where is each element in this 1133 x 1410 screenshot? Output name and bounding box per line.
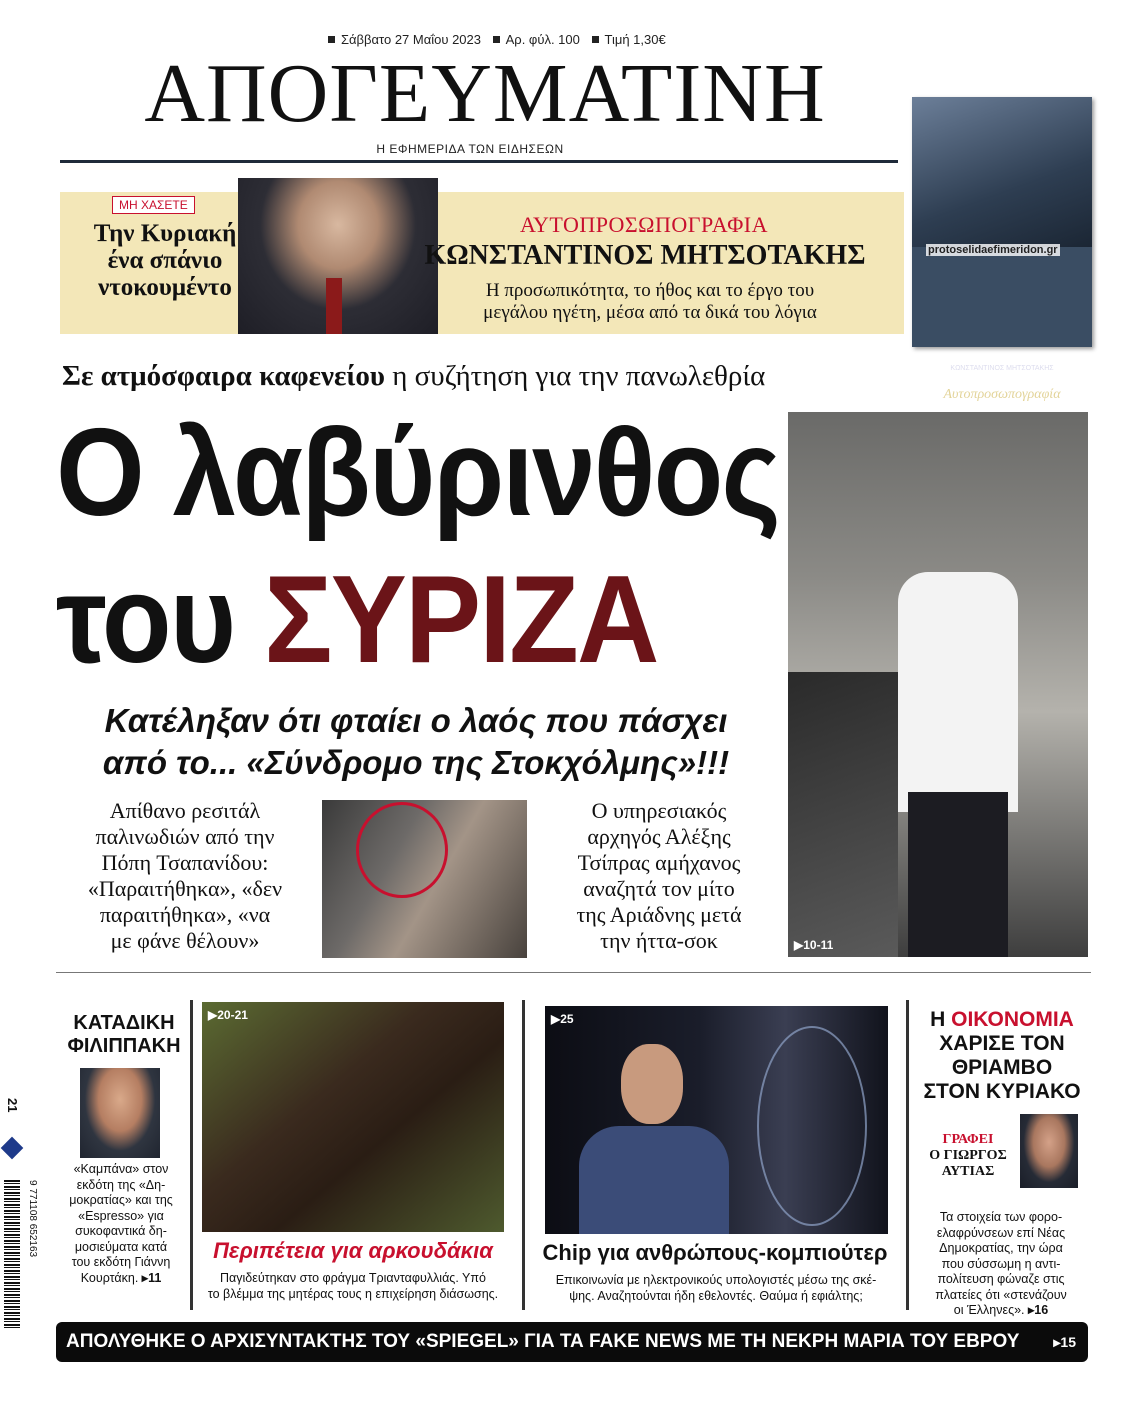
bear-cubs-photo	[202, 1002, 504, 1232]
lead-subheadline	[56, 700, 776, 784]
tsipras-photo	[788, 412, 1088, 957]
text-line: παραιτήθηκα», «να	[99, 902, 271, 927]
photo-page-ref	[794, 938, 833, 952]
lead-overline	[62, 360, 765, 393]
byline-line: Ο ΓΙΩΡΓΟΣ	[929, 1148, 1007, 1163]
text-line: οι Έλληνες». ▸16	[953, 1303, 1049, 1317]
bullet-square-icon	[328, 36, 335, 43]
text-line: Παγιδεύτηκαν στο φράγμα Τριανταφυλλιάς. Υπό	[220, 1271, 486, 1285]
bullet-square-icon	[592, 36, 599, 43]
lead-subheadline-line: από το... «Σύνδρομο της Στοκχόλμης»!!!	[102, 744, 730, 781]
col4-body	[914, 1210, 1088, 1319]
photo-pages: 10-11	[803, 938, 834, 952]
bullet-square-icon	[493, 36, 500, 43]
col4-title-line: ΣΤΟΝ ΚΥΡΙΑΚΟ	[923, 1080, 1081, 1103]
text-line: «Espresso» για	[78, 1208, 164, 1223]
lead-right-text	[532, 798, 786, 954]
col1-title-line: ΦΙΛΙΠΠΑΚΗ	[67, 1035, 181, 1057]
text-line: πλατείες ότι «στενάζουν	[935, 1287, 1067, 1302]
column-divider	[906, 1000, 909, 1310]
photo-figure-trousers	[908, 792, 1008, 957]
promo-teaser-line: Την Κυριακή	[93, 220, 237, 247]
lead-headline-line2	[56, 550, 658, 690]
column-divider	[522, 1000, 525, 1310]
text-line: παλινωδιών από την	[95, 824, 275, 849]
promo-badge: ΜΗ ΧΑΣΕΤΕ	[112, 196, 195, 214]
issue-date: Σάββατο 27 Μαΐου 2023	[341, 32, 481, 47]
lead-headline-syriza: ΣΥΡΙΖΑ	[264, 551, 658, 689]
col2-pages: 20-21	[217, 1008, 248, 1022]
text-line: «Καμπάνα» στον	[73, 1162, 169, 1176]
col3-title: Chip για ανθρώπους-κομπιούτερ	[542, 1240, 888, 1265]
text-line: εκδότη της «Δη-	[76, 1177, 166, 1192]
text-line: Τα στοιχεία των φορο-	[939, 1210, 1063, 1224]
col2-title: Περιπέτεια για αρκουδάκια	[213, 1238, 493, 1263]
text-line: αρχηγός Αλέξης	[587, 824, 731, 849]
text-line: Δημοκρατίας, την ώρα	[939, 1241, 1063, 1255]
col1-title	[56, 1012, 192, 1058]
col1-title-line: ΚΑΤΑΔΙΚΗ	[73, 1012, 175, 1034]
col2-body	[202, 1270, 504, 1302]
play-arrow-icon: ▶	[551, 1012, 561, 1026]
tsapanidou-photo	[322, 800, 527, 958]
text-line: «Παραιτήθηκα», «δεν	[87, 876, 283, 901]
play-arrow-icon: ▸	[141, 1270, 149, 1285]
col4-title-red: ΟΙΚΟΝΟΜΙΑ	[951, 1008, 1074, 1031]
brain-chip-graphic	[757, 1026, 867, 1226]
column-divider	[190, 1000, 193, 1310]
book-cover-photo	[912, 97, 1092, 247]
lead-headline-line1: Ο λαβύρινθος	[56, 404, 779, 542]
lead-left-text	[56, 798, 314, 954]
text-line: μοσιεύματα κατά	[74, 1239, 168, 1254]
col4-title	[914, 1008, 1090, 1104]
text-line: της Αριάδνης μετά	[576, 902, 742, 927]
text-line: αναζητά τον μίτο	[583, 876, 735, 901]
col4-page: 16	[1034, 1303, 1049, 1317]
col1-body	[56, 1162, 186, 1286]
newspaper-title: ΑΠΟΓΕΥΜΑΤΙΝΗ	[144, 47, 826, 140]
text-line: Τσίπρας αμήχανος	[577, 850, 741, 875]
photo-figure-face	[621, 1044, 683, 1124]
col4-byline	[920, 1132, 1016, 1180]
photo-tie	[326, 278, 342, 334]
col4-title-line1: Η ΟΙΚΟΝΟΜΙΑ	[930, 1008, 1074, 1031]
masthead-info-line	[320, 32, 666, 47]
text-line: μοκρατίας» και της	[69, 1193, 173, 1207]
text-line: πολίτευση φώναζε στις	[937, 1272, 1065, 1286]
byline-line: ΑΥΤΙΑΣ	[941, 1164, 995, 1179]
musk-chip-photo	[545, 1006, 888, 1234]
text-line: Επικοινωνία με ηλεκτρονικούς υπολογιστές μέσω της σκέ-	[555, 1273, 877, 1287]
col1-page: 11	[148, 1270, 162, 1285]
lead-overline-rest: η συζήτηση για την πανωλεθρία	[384, 360, 766, 392]
lead-overline-bold: Σε ατμόσφαιρα καφενείου	[62, 360, 385, 392]
photo-page-ref	[208, 1008, 248, 1022]
section-divider	[56, 972, 1091, 973]
text-line: Κουρτάκη. ▸11	[80, 1270, 162, 1285]
book-cover-title: Αυτοπροσωπογραφία	[943, 387, 1061, 402]
footer-page: 15	[1060, 1334, 1076, 1350]
play-arrow-icon: ▶	[794, 938, 804, 952]
lead-subheadline-line: Κατέληξαν ότι φταίει ο λαός που πάσχει	[104, 702, 728, 739]
issue-number: Αρ. φύλ. 100	[505, 32, 580, 47]
promo-desc-line: μεγάλου ηγέτη, μέσα από τα δικά του λόγια	[483, 302, 817, 323]
text-line: συκοφαντικά δη-	[75, 1224, 167, 1238]
issue-price: Τιμή 1,30€	[604, 32, 666, 47]
footer-text: ΑΠΟΛΥΘΗΚΕ Ο ΑΡΧΙΣΥΝΤΑΚΤΗΣ ΤΟΥ «SPIEGEL» ΓΙΑ ΤΑ FAKE NEWS ΜΕ ΤΗ ΝΕΚΡΗ ΜΑΡΙΑ ΤΟΥ ΕΒΡΟΥ	[66, 1331, 1020, 1352]
promo-teaser-line: ντοκουμέντο	[98, 274, 232, 301]
promo-teaser-line: ένα σπάνιο	[107, 247, 223, 274]
text-line: με φάνε θέλουν»	[110, 928, 260, 953]
text-line: ψης. Αναζητούνται ήδη εθελοντές. Θαύμα ή εφιάλτης;	[569, 1289, 863, 1303]
text-line: Απίθανο ρεσιτάλ	[109, 798, 261, 823]
newspaper-tagline: Η ΕΦΗΜΕΡΙΔΑ ΤΩΝ ΕΙΔΗΣΕΩΝ	[376, 142, 564, 156]
play-arrow-icon: ▶	[208, 1008, 218, 1022]
text-line: που σύσσωμη η αντι-	[941, 1256, 1061, 1271]
escalator-rail	[788, 672, 898, 957]
photo-figure-jacket	[579, 1126, 729, 1234]
col3-pages: 25	[560, 1012, 574, 1026]
book-cover	[912, 97, 1092, 402]
text-line: το βλέμμα της μητέρας τους η επιχείρηση διάσωσης.	[207, 1287, 499, 1301]
byline-line: ΓΡΑΦΕΙ	[942, 1132, 994, 1147]
footer-page-ref	[1053, 1322, 1076, 1362]
promo-name: ΚΩΝΣΤΑΝΤΙΝΟΣ ΜΗΤΣΟΤΑΚΗΣ	[424, 240, 866, 271]
text-line: Ο υπηρεσιακός	[591, 798, 727, 823]
barcode	[4, 1180, 20, 1330]
text-line: Πόπη Τσαπανίδου:	[101, 850, 269, 875]
col4-title-line: ΧΑΡΙΣΕ ΤΟΝ	[939, 1032, 1065, 1055]
promo-desc	[420, 280, 880, 324]
col3-body	[540, 1272, 892, 1304]
play-arrow-icon: ▸	[1028, 1303, 1035, 1317]
highlight-circle	[356, 802, 448, 898]
promo-desc-line: Η προσωπικότητα, το ήθος και το έργο του	[485, 280, 815, 301]
play-arrow-icon: ▸	[1053, 1334, 1061, 1350]
photo-page-ref	[551, 1012, 574, 1026]
text-line: του εκδότη Γιάννη	[71, 1255, 171, 1269]
promo-kicker: ΑΥΤΟΠΡΟΣΩΠΟΓΡΑΦΙΑ	[519, 212, 769, 237]
lead-headline-prefix: του	[56, 551, 265, 689]
philippakis-photo	[80, 1068, 160, 1158]
col4-title-line: ΘΡΙΑΜΒΟ	[951, 1056, 1053, 1079]
aytias-photo	[1020, 1114, 1078, 1188]
watermark: protoselidaefimeridon.gr	[928, 244, 1058, 256]
side-issue-number: 21	[5, 1098, 20, 1113]
photo-figure-shirt	[898, 572, 1018, 812]
promo-teaser	[72, 220, 258, 301]
footer-banner	[56, 1322, 1088, 1362]
text-line: την ήττα-σοκ	[600, 928, 718, 953]
book-cover-author: ΚΩΝΣΤΑΝΤΙΝΟΣ ΜΗΤΣΟΤΑΚΗΣ	[950, 365, 1054, 372]
barcode-digits: 9 771108 652163	[27, 1180, 38, 1258]
diamond-icon	[1, 1137, 24, 1160]
masthead-rule	[60, 160, 898, 163]
text-line: ελαφρύνσεων επί Νέας	[936, 1225, 1066, 1240]
